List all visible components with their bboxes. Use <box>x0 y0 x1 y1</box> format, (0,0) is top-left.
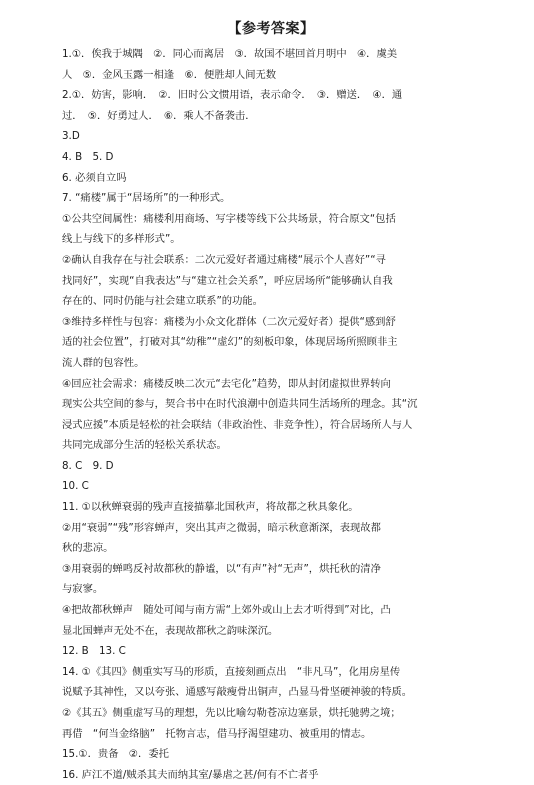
answer-line-14-4: 再借 “何当金络脑” 托物言志，借马抒渴望建功、被重用的情志。 <box>62 727 372 740</box>
answer-line-2-1: 2.①．妨害，影响． ②．旧时公文惯用语，表示命令． ③．赠送． ④．通 <box>62 89 403 102</box>
answer-line-11-7: 显北国蝉声无处不在，表现故都秋之韵味深沉。 <box>62 624 279 637</box>
answer-line-7-8: 适的社会位置”，打破对其“幼稚”“虚幻”的刻板印象，体现居场所照顾非主 <box>62 336 398 349</box>
answer-line-11-5: 与寂寥。 <box>62 583 104 596</box>
answer-line-7-7: ③维持多样性与包容：痛楼为小众文化群体（二次元爱好者）提供“感到舒 <box>62 315 396 328</box>
answer-line-14-1: 14. ①《其四》侧重实写马的形质，直接刻画点出 “非凡马”，化用房星传 <box>62 665 401 678</box>
answer-line-7-5: 找同好”，实现“自我表达”与“建立社会关系”，呼应居场所“能够确认自我 <box>62 274 393 287</box>
answer-line-7-12: 浸式应援”本质是轻松的社会联结（非政治性、非竞争性），符合居场所人与人 <box>62 418 413 431</box>
answer-line-11-4: ③用衰弱的蝉鸣反衬故都秋的静谧，以“有声”衬“无声”，烘托秋的清净 <box>62 562 381 575</box>
answer-line-2-2: 过． ⑤．好勇过人． ⑥．乘人不备袭击． <box>62 109 256 122</box>
answer-line-1-1: 1.①．俟我于城隅 ②．同心而离居 ③．故国不堪回首月明中 ④．虞美 <box>62 48 398 60</box>
answer-line-3: 3.D <box>62 130 80 143</box>
answer-line-7-4: ②确认自我存在与社会联系：二次元爱好者通过痛楼“展示个人喜好”“寻 <box>62 253 386 266</box>
answer-line-16: 16. 庐江不道/贼杀其夫而纳其室/暴虐之甚/何有不亡者乎 <box>62 768 319 781</box>
answer-line-14-3: ②《其五》侧重虚写马的理想，先以比喻勾勒苍凉边塞景，烘托驰骋之境； <box>62 707 401 719</box>
answer-line-7-11: 现实公共空间的参与，契合书中在时代浪潮中创造共同生活场所的理念。其“沉 <box>62 398 418 411</box>
answer-line-8-9: 8. C 9. D <box>62 459 114 472</box>
answer-line-11-2: ②用“衰弱”“残”形容蝉声，突出其声之微弱，暗示秋意渐深，表现故都 <box>62 521 381 534</box>
answer-line-7-13: 共同完成部分生活的轻松关系状态。 <box>62 439 227 452</box>
answer-line-7-9: 流人群的包容性。 <box>62 356 145 369</box>
answer-line-11-3: 秋的悲凉。 <box>62 542 114 555</box>
answer-line-7-2: ①公共空间属性：痛楼利用商场、写字楼等线下公共场景，符合原文“包括 <box>62 212 396 225</box>
answer-line-15: 15.①．贵备 ②．委托 <box>62 748 169 761</box>
answer-line-1-2: 人 ⑤．金风玉露一相逢 ⑥．便胜却人间无数 <box>62 68 277 81</box>
answer-line-6: 6. 必须自立吗 <box>62 171 127 184</box>
answer-line-10: 10. C <box>62 480 89 493</box>
answer-line-4-5: 4. B 5. D <box>62 150 114 163</box>
answer-line-7-1: 7. “痛楼”属于“居场所”的一种形式。 <box>62 192 231 205</box>
answer-line-11-6: ④把故都秋蝉声 随处可闻与南方需“上郊外或山上去才听得到”对比，凸 <box>62 604 391 617</box>
answer-line-7-10: ④回应社会需求：痛楼反映二次元“去宅化”趋势，即从封闭虚拟世界转向 <box>62 377 391 390</box>
answer-line-11-1: 11. ①以秋蝉衰弱的残声直接描摹北国秋声，将故都之秋具象化。 <box>62 501 359 514</box>
page-title: 【参考答案】 <box>227 21 315 37</box>
answer-line-12-13: 12. B 13. C <box>62 645 126 658</box>
answer-line-7-6: 存在的、同时仍能与社会建立联系”的功能。 <box>62 295 263 308</box>
answer-line-7-3: 线上与线下的多样形式”。 <box>62 233 181 246</box>
answer-line-14-2: 说赋予其神性，又以夸张、通感写敲瘦骨出铜声，凸显马骨坚硬神骏的特质。 <box>62 686 413 699</box>
